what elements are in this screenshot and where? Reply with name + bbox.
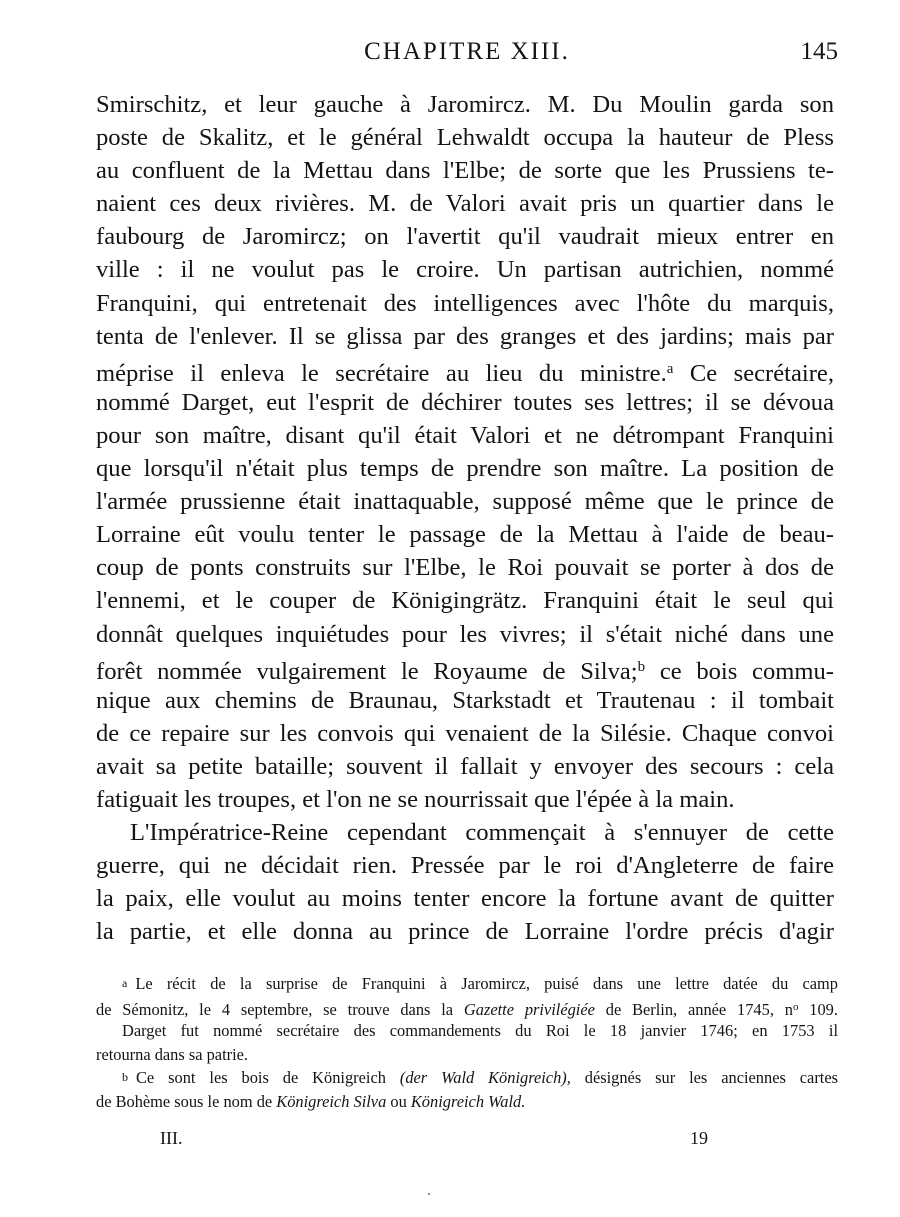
footnote-a-line: retourna dans sa patrie. bbox=[96, 1044, 249, 1064]
footnote-a-line bbox=[96, 972, 838, 996]
chapter-title: CHAPITRE XIII. bbox=[364, 38, 570, 65]
footnote-text: de Bohème sous le nom de bbox=[96, 1091, 277, 1111]
footnote-italic: Gazette privilégiée bbox=[463, 999, 595, 1019]
text-line: Franquini, qui entretenait des intelligences avec l'hôte du marquis, bbox=[96, 289, 834, 317]
text-segment: Ce secrétaire, bbox=[673, 359, 835, 387]
footnote-text: Ce sont les bois de Königreich bbox=[136, 1068, 400, 1088]
text-line: avait sa petite bataille; souvent il fallait y envoyer des secours : cela bbox=[96, 752, 834, 780]
text-line: la partie, et elle donna au prince de Lorraine l'ordre précis d'agir bbox=[96, 918, 834, 946]
footnote-b-line bbox=[96, 1066, 838, 1090]
footnote-text: de Sémonitz, le 4 septembre, se trouve dans la bbox=[96, 999, 464, 1019]
text-line: nique aux chemins de Braunau, Starkstadt et Trautenau : il tombait bbox=[96, 686, 834, 714]
footnote-text: de Berlin, année 1745, n bbox=[594, 999, 793, 1019]
text-line: l'ennemi, et le couper de Königingrätz. Franquini était le seul qui bbox=[96, 587, 834, 615]
footnote-ref-a: a bbox=[666, 360, 674, 377]
text-line: l'armée prussienne était inattaquable, supposé même que le prince de bbox=[96, 488, 834, 516]
footnote-a-line: Darget fut nommé secrétaire des commandements du Roi le 18 janvier 1746; en 1753 il bbox=[122, 1021, 838, 1041]
text-line: faubourg de Jaromircz; on l'avertit qu'il vaudrait mieux entrer en bbox=[96, 223, 834, 251]
text-segment: forêt nommée vulgairement le Royaume de Silva; bbox=[96, 657, 638, 685]
text-line: que lorsqu'il n'était plus temps de prendre son maître. La position de bbox=[96, 455, 834, 483]
text-line: ville : il ne voulut pas le croire. Un partisan autrichien, nommé bbox=[96, 256, 834, 284]
footnote-ref-b: b bbox=[637, 658, 646, 675]
footnote-b-line bbox=[96, 1090, 838, 1114]
text-line: poste de Skalitz, et le général Lehwaldt occupa la hauteur de Pless bbox=[96, 124, 834, 152]
footnote-a-mark: a bbox=[122, 976, 128, 990]
text-line: la paix, elle voulut au moins tenter encore la fortune avant de quitter bbox=[96, 885, 834, 913]
text-segment: méprise il enleva le secrétaire au lieu du ministre. bbox=[96, 359, 667, 387]
text-line: au confluent de la Mettau dans l'Elbe; de sorte que les Prussiens te- bbox=[96, 157, 834, 185]
footnote-text: 109. bbox=[798, 999, 838, 1019]
running-head bbox=[96, 38, 838, 74]
text-segment: ce bois commu- bbox=[645, 657, 834, 685]
volume-signature: III. bbox=[160, 1128, 183, 1148]
footnote-text: ou bbox=[386, 1091, 411, 1111]
footnote-text: désignés sur les anciennes cartes bbox=[570, 1068, 839, 1088]
page-number: 145 bbox=[800, 38, 838, 65]
text-line: tenta de l'enlever. Il se glissa par des granges et des jardins; mais par bbox=[96, 322, 834, 350]
text-line: fatiguait les troupes, et l'on ne se nourrissait que l'épée à la main. bbox=[96, 785, 735, 813]
text-line: donnât quelques inquiétudes pour les vivres; il s'était niché dans une bbox=[96, 620, 834, 648]
sheet-signature: 19 bbox=[690, 1128, 708, 1148]
text-line: nommé Darget, eut l'esprit de déchirer toutes ses lettres; il se dévoua bbox=[96, 388, 834, 416]
footnote-italic: Königreich Silva bbox=[276, 1091, 387, 1111]
body-text bbox=[96, 88, 834, 948]
print-speck bbox=[428, 1193, 430, 1195]
footnote-italic: Königreich Wald. bbox=[410, 1091, 526, 1111]
text-line: pour son maître, disant qu'il était Valori et ne détrompant Franquini bbox=[96, 421, 834, 449]
text-line: guerre, qui ne décidait rien. Pressée par le roi d'Angleterre de faire bbox=[96, 852, 834, 880]
text-line: Smirschitz, et leur gauche à Jaromircz. M. Du Moulin garda son bbox=[96, 91, 834, 118]
text-line: naient ces deux rivières. M. de Valori avait pris un quartier dans le bbox=[96, 190, 834, 218]
footnote-b-mark: b bbox=[122, 1070, 128, 1085]
text-line: de ce repaire sur les convois qui venaient de la Silésie. Chaque convoi bbox=[96, 719, 834, 747]
text-line bbox=[96, 353, 834, 386]
footnote-italic: (der Wald Königreich), bbox=[399, 1068, 571, 1088]
footnotes bbox=[96, 972, 838, 1114]
footnote-superscript: o bbox=[792, 1000, 799, 1013]
footnote-text: Le récit de la surprise de Franquini à Jaromircz, puisé dans une lettre datée du camp bbox=[135, 974, 838, 993]
footnote-a-line bbox=[96, 996, 838, 1020]
text-line bbox=[96, 651, 834, 684]
text-line: Lorraine eût voulu tenter le passage de la Mettau à l'aide de beau- bbox=[96, 521, 834, 549]
text-line: coup de ponts construits sur l'Elbe, le Roi pouvait se porter à dos de bbox=[96, 554, 834, 582]
paragraph-start-line: L'Impératrice-Reine cependant commençait à s'ennuyer de cette bbox=[130, 819, 834, 847]
